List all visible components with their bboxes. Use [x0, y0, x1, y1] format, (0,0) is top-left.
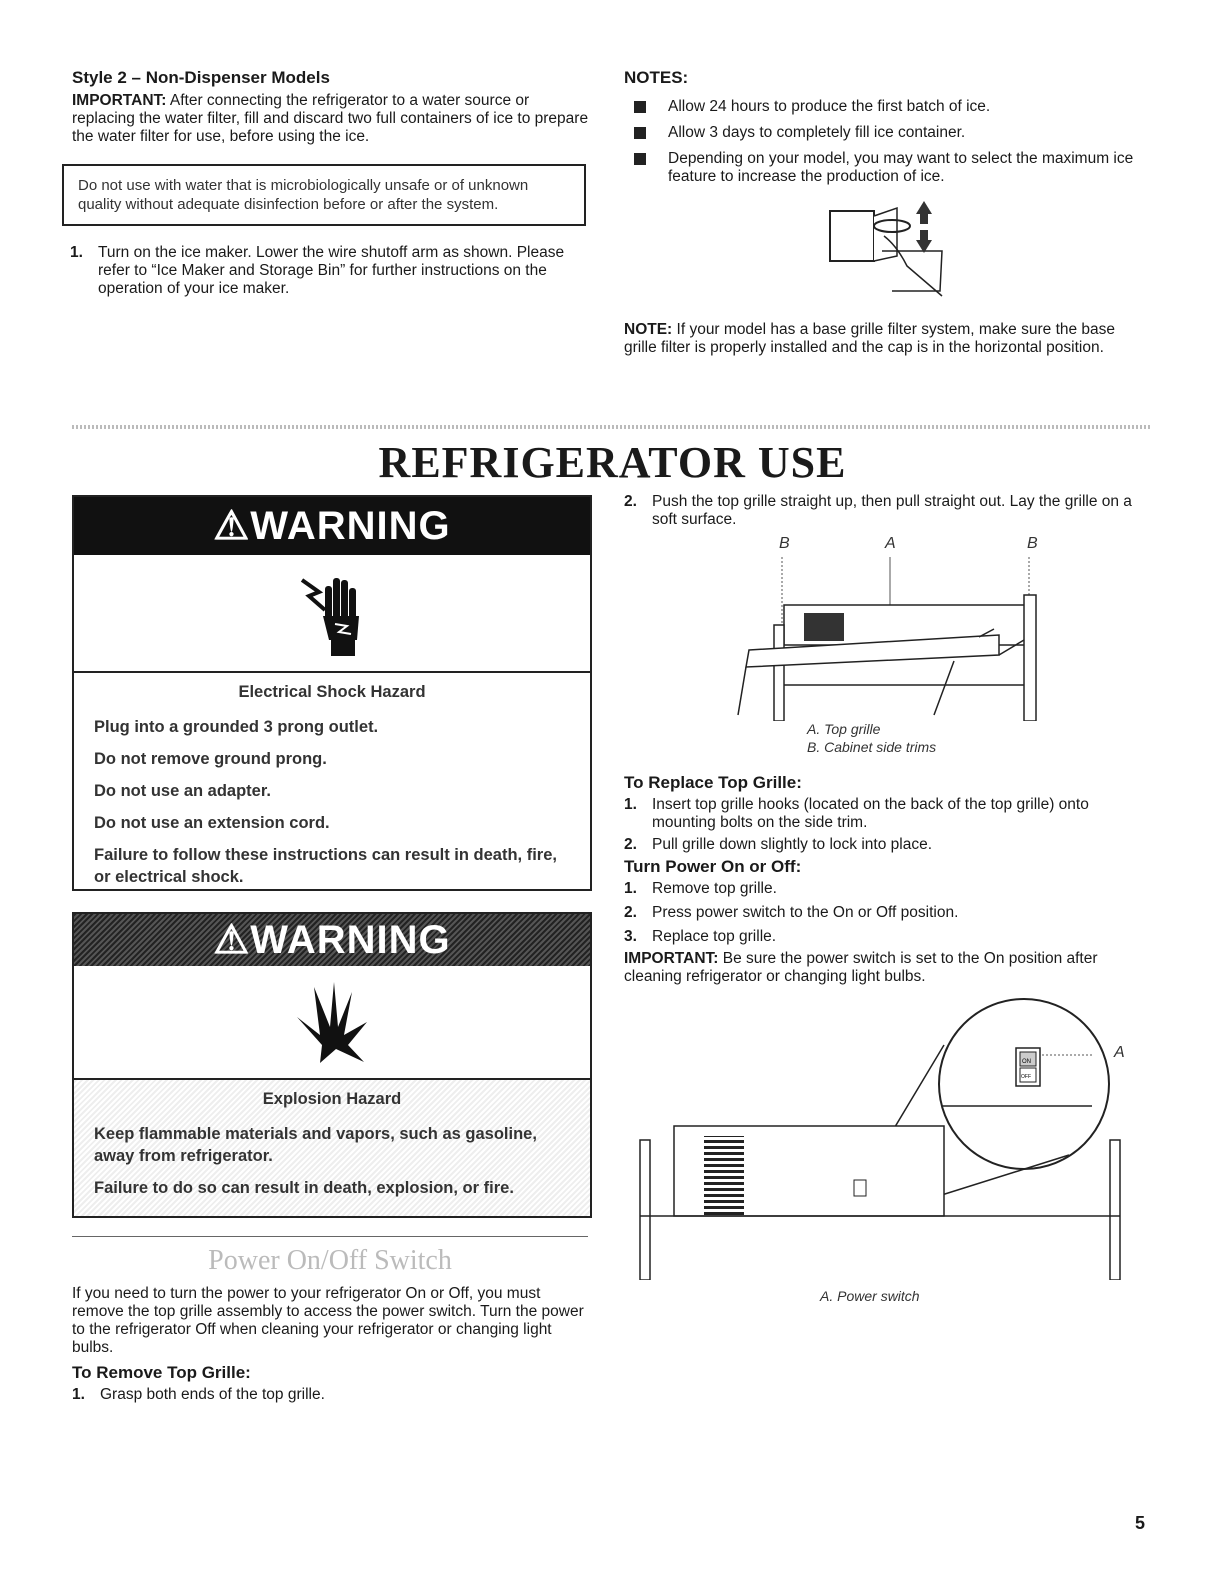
warning-line: Plug into a grounded 3 prong outlet.: [94, 718, 379, 736]
right-column: [624, 493, 1149, 1304]
list-item: [624, 98, 1144, 116]
note-paragraph: [624, 321, 1144, 357]
figure-caption: B. Cabinet side trims: [807, 739, 937, 755]
figure-caption: A. Top grille: [807, 721, 881, 737]
bullet-icon: [634, 127, 646, 139]
step-number: 1.: [72, 1386, 85, 1403]
top-grille-illustration: [724, 555, 1164, 721]
warning-line: Failure to do so can result in death, explosion, or fire.: [94, 1179, 514, 1197]
switch-off-label: OFF: [1021, 1074, 1031, 1080]
list-item: [624, 796, 1149, 832]
turn-power-heading: Turn Power On or Off:: [624, 857, 802, 876]
important-label: IMPORTANT:: [624, 950, 719, 967]
fig-label: B: [1027, 535, 1038, 552]
ice-maker-illustration: [812, 196, 962, 306]
step-text: Remove top grille.: [652, 880, 777, 897]
step-text: Replace top grille.: [652, 928, 777, 945]
note-body: If your model has a base grille filter system, make sure the base grille filter is properly installed and the cap is in the horizontal position.: [624, 321, 1116, 356]
warning-header: [74, 914, 590, 966]
electrical-warning-panel: [72, 495, 592, 891]
list-item: [624, 836, 1149, 854]
figure-caption: A. Power switch: [820, 1288, 920, 1304]
vent-lines: [704, 1136, 744, 1216]
note-text: Depending on your model, you may want to select the maximum ice feature to increase the production of ice.: [668, 150, 1134, 185]
power-section: [72, 1245, 588, 1404]
power-switch-figure: [624, 990, 1149, 1280]
warning-title: WARNING: [250, 918, 451, 962]
step-text: Grasp both ends of the top grille.: [100, 1386, 325, 1403]
important-paragraph: [72, 92, 592, 146]
fig-label: B: [779, 535, 790, 552]
water-warning-box: [62, 164, 586, 226]
warning-line: Failure to follow these instructions can result in death, fire, or electrical shock.: [94, 846, 557, 886]
list-item: [624, 928, 1149, 946]
warning-triangle-icon: ⚠: [213, 504, 251, 548]
fig-label: A: [885, 535, 896, 552]
warning-line: Do not use an adapter.: [94, 782, 271, 800]
divider: [72, 425, 1152, 429]
step-text: Insert top grille hooks (located on the back of the top grille) onto mounting bolts on the side trim.: [652, 796, 1089, 831]
hazard-title: Explosion Hazard: [262, 1090, 402, 1108]
list-item: [72, 1386, 588, 1404]
step-text: Push the top grille straight up, then pull straight out. Lay the grille on a soft surface.: [652, 493, 1132, 528]
note-text: Allow 24 hours to produce the first batch of ice.: [668, 98, 991, 115]
step-1: [70, 244, 592, 298]
warning-line: Do not use an extension cord.: [94, 814, 330, 832]
note-text: Allow 3 days to completely fill ice container.: [668, 124, 966, 141]
explosion-warning-panel: [72, 912, 592, 1218]
warning-body: [74, 673, 590, 908]
list-item: [624, 124, 1144, 142]
step-2: [624, 493, 1149, 529]
list-item: [624, 150, 1144, 186]
step-number: 1.: [624, 796, 637, 813]
notes-heading: NOTES:: [624, 68, 689, 87]
notes-list: [624, 98, 1144, 186]
step-number: 2.: [624, 904, 637, 921]
step-number: 3.: [624, 928, 637, 945]
explosion-hazard-icon: [74, 966, 590, 1080]
note-label: NOTE:: [624, 321, 673, 338]
grille-figure: [624, 535, 1149, 721]
page-title: REFRIGERATOR USE: [378, 438, 847, 487]
warning-line: Do not remove ground prong.: [94, 750, 327, 768]
warning-body: [74, 1080, 590, 1219]
replace-grille-heading: To Replace Top Grille:: [624, 773, 802, 792]
shock-hazard-icon: [74, 555, 590, 673]
hazard-title: Electrical Shock Hazard: [238, 683, 426, 701]
top-right-column: [624, 68, 1144, 357]
bullet-icon: [634, 153, 646, 165]
step-number: 2.: [624, 493, 637, 510]
step-number: 1.: [624, 880, 637, 897]
section-heading: Power On/Off Switch: [208, 1245, 452, 1276]
warning-line: Keep flammable materials and vapors, such as gasoline, away from refrigerator.: [94, 1125, 537, 1165]
step-text: Press power switch to the On or Off position.: [652, 904, 959, 921]
list-item: [624, 904, 1149, 922]
step-text: Turn on the ice maker. Lower the wire shutoff arm as shown. Please refer to “Ice Maker and Storage Bin” for further instructions on the operation of your ice maker.: [98, 244, 565, 297]
fig-label: A: [1114, 1044, 1125, 1061]
power-intro: If you need to turn the power to your refrigerator On or Off, you must remove the top grille assembly to access the power switch. Turn the power to the refrigerator Off when cleaning your refrigerator or changing light bulbs.: [72, 1285, 584, 1356]
warning-header: [74, 497, 590, 555]
top-left-column: [72, 68, 592, 298]
power-switch-illustration: [624, 990, 1124, 1280]
step-number: 2.: [624, 836, 637, 853]
page-number: 5: [1134, 1513, 1145, 1533]
important-text: After connecting the refrigerator to a water source or replacing the water filter, fill and discard two full containers of ice to prepare the water filter for use, before using the ice.: [72, 92, 589, 145]
bullet-icon: [634, 101, 646, 113]
important-text: Be sure the power switch is set to the On position after cleaning refrigerator or changing light bulbs.: [624, 950, 1098, 985]
remove-grille-heading: To Remove Top Grille:: [72, 1363, 251, 1382]
step-text: Pull grille down slightly to lock into place.: [652, 836, 932, 853]
important-label: IMPORTANT:: [72, 92, 167, 109]
water-warning-text: Do not use with water that is microbiologically unsafe or of unknown quality without adequate disinfection before or after the system.: [78, 177, 529, 213]
important-paragraph: [624, 950, 1149, 986]
section-heading: Style 2 – Non-Dispenser Models: [72, 68, 330, 87]
warning-title: WARNING: [250, 504, 451, 548]
divider: [72, 1236, 588, 1237]
step-number: 1.: [70, 244, 83, 261]
warning-triangle-icon: ⚠: [213, 918, 251, 962]
switch-on-label: ON: [1022, 1059, 1031, 1065]
list-item: [624, 880, 1149, 898]
